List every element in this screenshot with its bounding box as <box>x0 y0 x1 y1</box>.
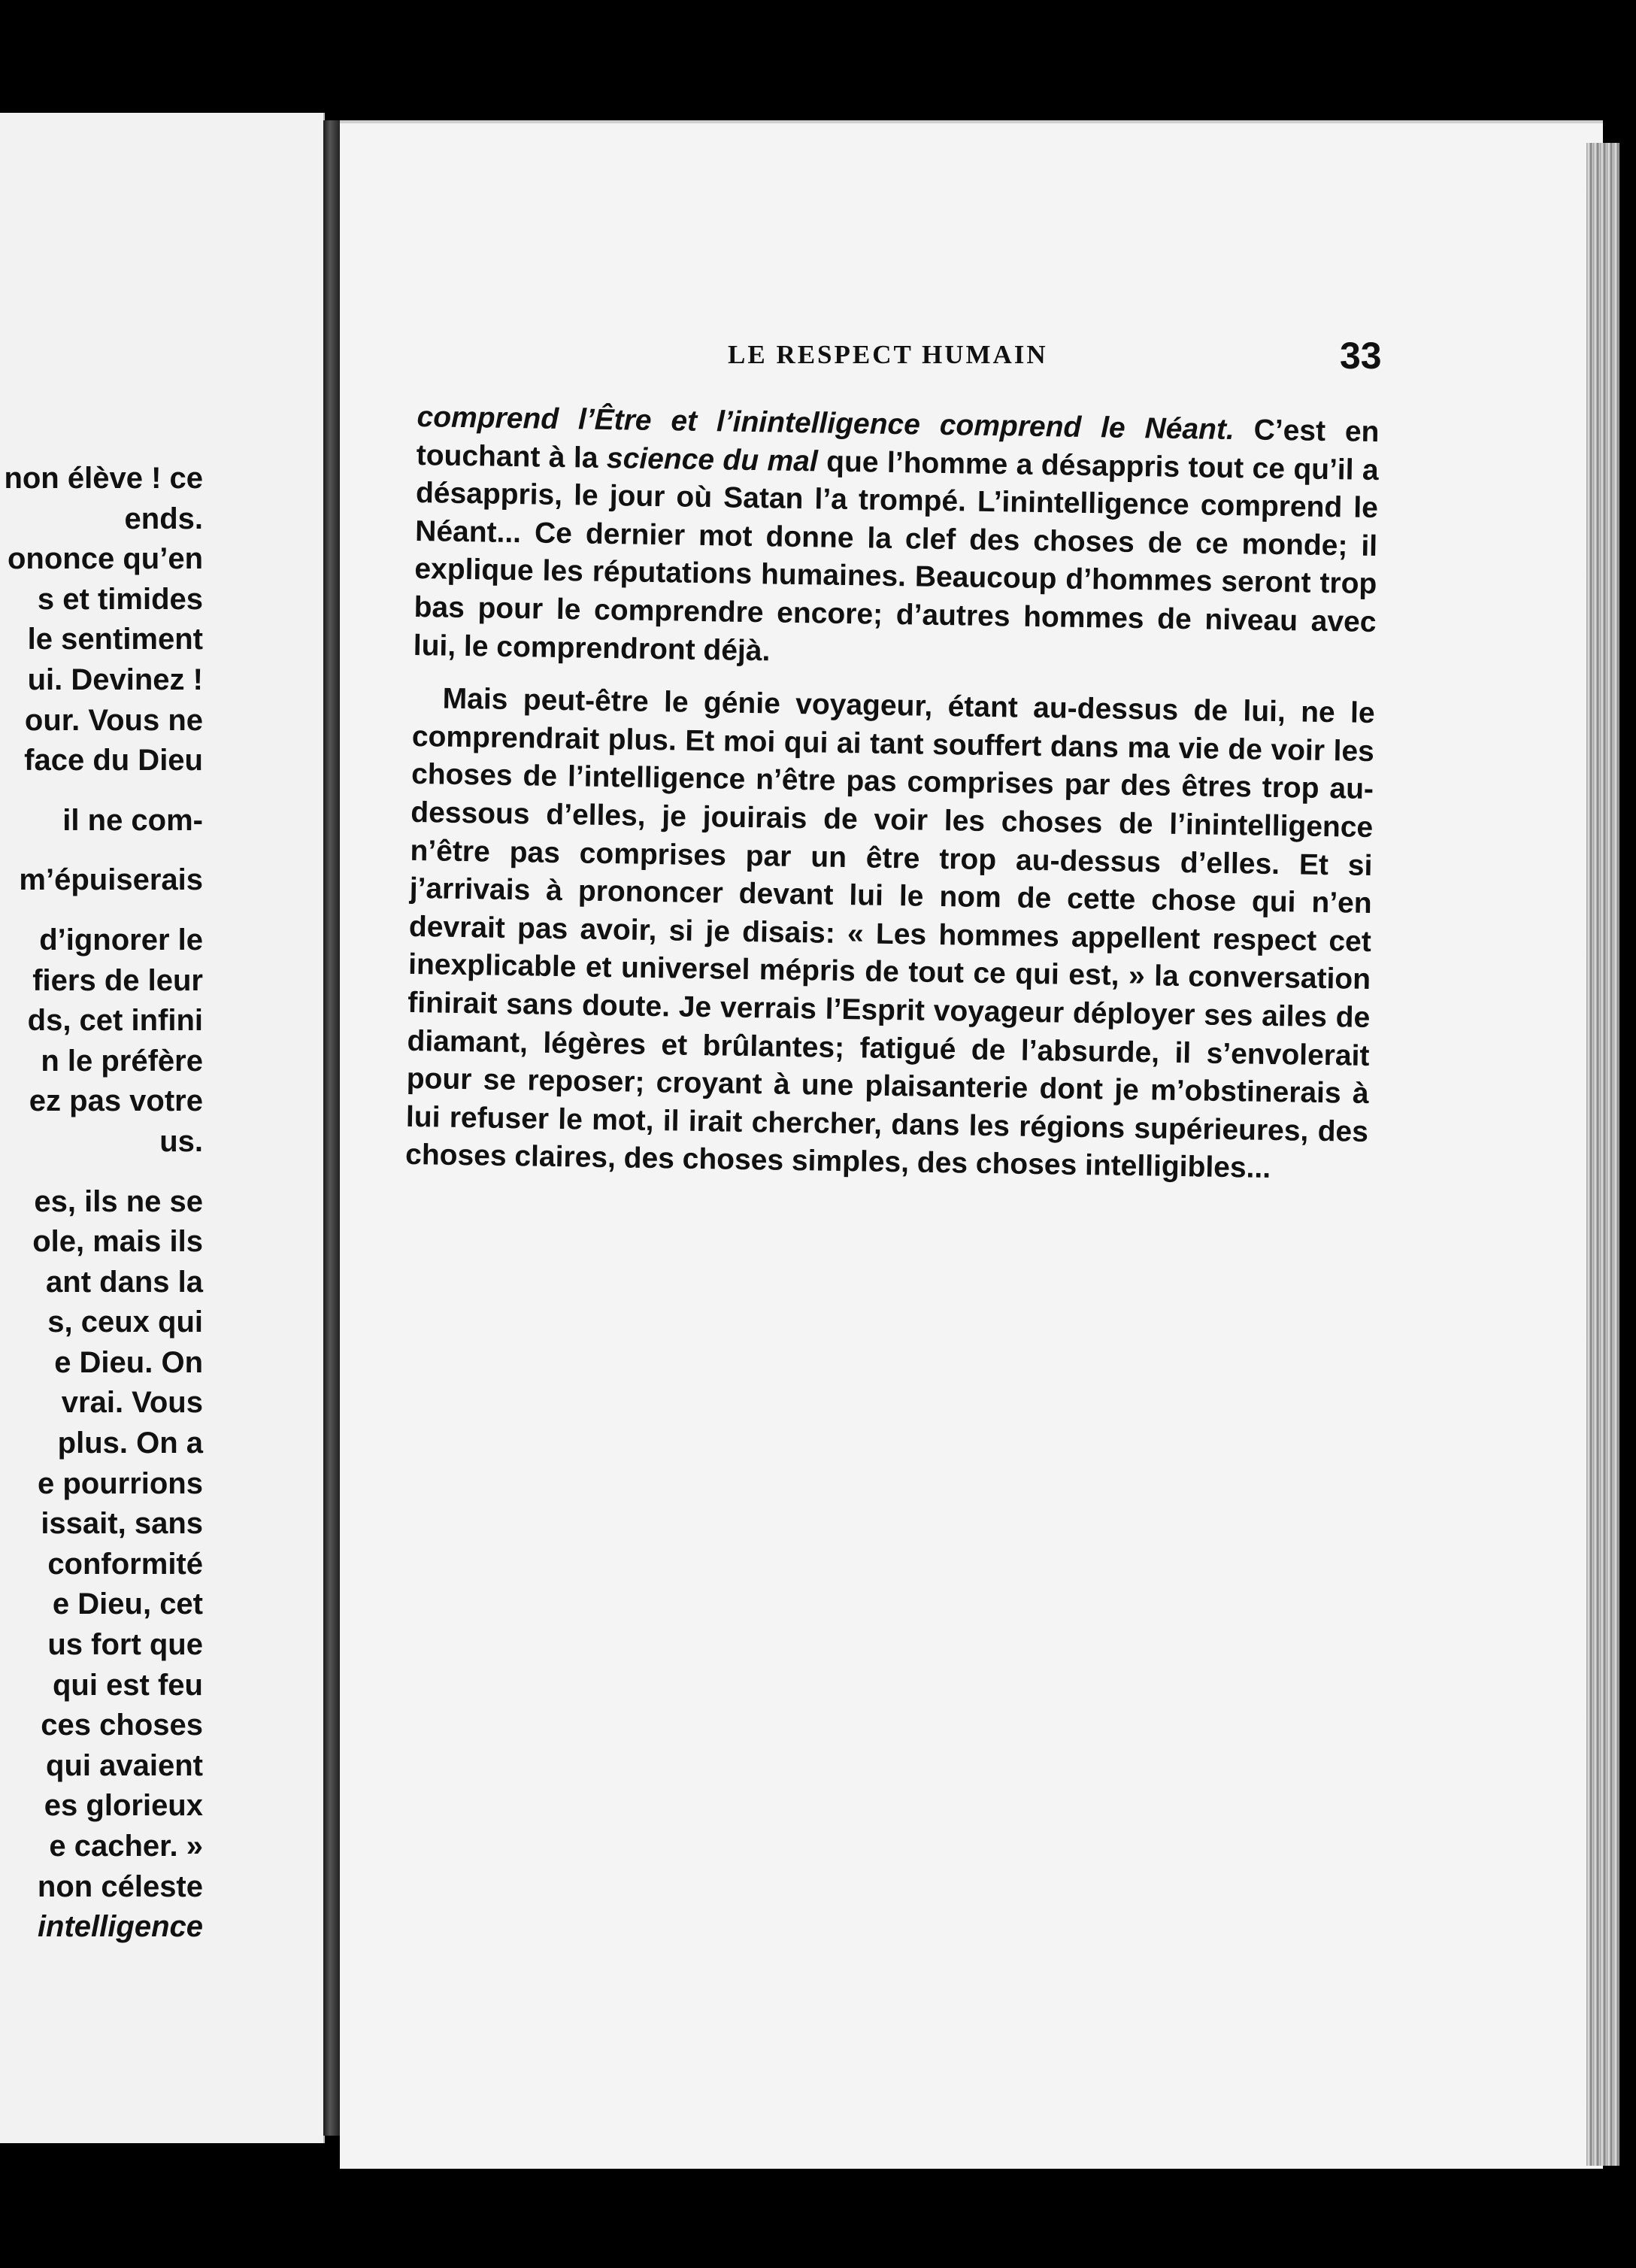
page-edges <box>1586 143 1619 2166</box>
left-line: non élève ! ce <box>4 462 203 495</box>
left-page <box>0 113 325 2143</box>
left-line: face du Dieu <box>24 744 203 778</box>
left-line: e cacher. » <box>49 1830 203 1863</box>
left-line: ces choses <box>41 1709 203 1742</box>
left-line: vrai. Vous <box>61 1386 203 1420</box>
left-line: e Dieu. On <box>54 1345 203 1379</box>
running-head: LE RESPECT HUMAIN <box>728 340 1048 369</box>
page-number: 33 <box>1340 335 1382 377</box>
left-line: issait, sans <box>41 1507 203 1541</box>
left-line: d’ignorer le <box>39 923 203 957</box>
left-line: ononce qu’en <box>8 542 203 576</box>
left-page-text <box>0 459 203 1948</box>
left-line: our. Vous ne <box>24 703 203 737</box>
left-line: qui avaient <box>46 1748 203 1782</box>
left-line: ui. Devinez ! <box>27 663 203 696</box>
left-line: s, ceux qui <box>47 1305 203 1339</box>
left-line: non céleste <box>37 1869 203 1903</box>
paragraph-1 <box>413 399 1379 680</box>
left-line: s et timides <box>37 582 203 616</box>
text-run: que l’homme a désappris tout ce qu’il a désappris, le jour où Satan l’a trompé. L’inintelligence comprend le Néant... Ce dernier mot donne la clef des choses de ce monde; il explique les réputations humaines. Beaucoup d’hommes seront trop bas pour le comprendre encore; d’autres hommes de niveau avec lui, le comprendront déjà. <box>413 444 1380 667</box>
left-line: ds, cet infini <box>27 1004 203 1038</box>
left-line: e pourrions <box>37 1466 203 1500</box>
left-line: m’épuiserais <box>19 863 203 897</box>
left-line: ends. <box>124 502 203 535</box>
left-line: us fort que <box>47 1628 203 1662</box>
italic-phrase: comprend l’Être et l’inintelligence comprend le Néant. <box>417 400 1235 447</box>
left-line: fiers de leur <box>32 963 203 997</box>
italic-phrase: science du mal <box>606 441 819 478</box>
left-line: es, ils ne se <box>34 1184 203 1218</box>
left-line: ole, mais ils <box>32 1225 203 1259</box>
left-line: intelligence <box>37 1910 203 1944</box>
left-line: es glorieux <box>44 1789 203 1823</box>
left-line: ant dans la <box>46 1265 203 1299</box>
left-line: conformité <box>47 1547 203 1581</box>
paragraph-2: Mais peut-être le génie voyageur, étant au-dessus de lui, ne le comprendrait plus. Et moi qui ai tant souffert dans ma vie de voir les choses de l’intelligence n’être pas comprises par des êtres trop au-dessous d’elles, je jouirais de voir les choses de l’inintelligence n’être pas comprises par un être trop au-dessus d’elles. Et si j’arrivais à prononcer devant lui le nom de cette chose qui n’en devrait pas avoir, si je disais: « Les hommes appellent respect cet inexplicable et universel mépris de tout ce qui est, » la conversation finirait sans doute. Je verrais l’Esprit voyageur déployer ses ailes de diamant, légères et brûlantes; fatigué de l’absurde, il s’envolerait pour se reposer; croyant à une plaisanterie dont je m’obstinerais à lui refuser le mot, il irait chercher, dans les régions supérieures, des choses claires, des choses simples, des choses intelligibles... <box>404 682 1375 1185</box>
left-line: le sentiment <box>27 623 203 656</box>
left-line: e Dieu, cet <box>52 1587 203 1621</box>
text-run: C’est en touchant à la <box>416 414 1380 475</box>
left-line: il ne com- <box>62 803 203 837</box>
page-body <box>405 399 1380 1190</box>
left-line: qui est feu <box>52 1668 203 1702</box>
left-line: n le préfère <box>41 1044 203 1078</box>
left-line: us. <box>159 1124 203 1158</box>
book-gutter <box>323 120 340 2136</box>
left-line: ez pas votre <box>29 1084 203 1118</box>
left-line: plus. On a <box>57 1427 203 1460</box>
